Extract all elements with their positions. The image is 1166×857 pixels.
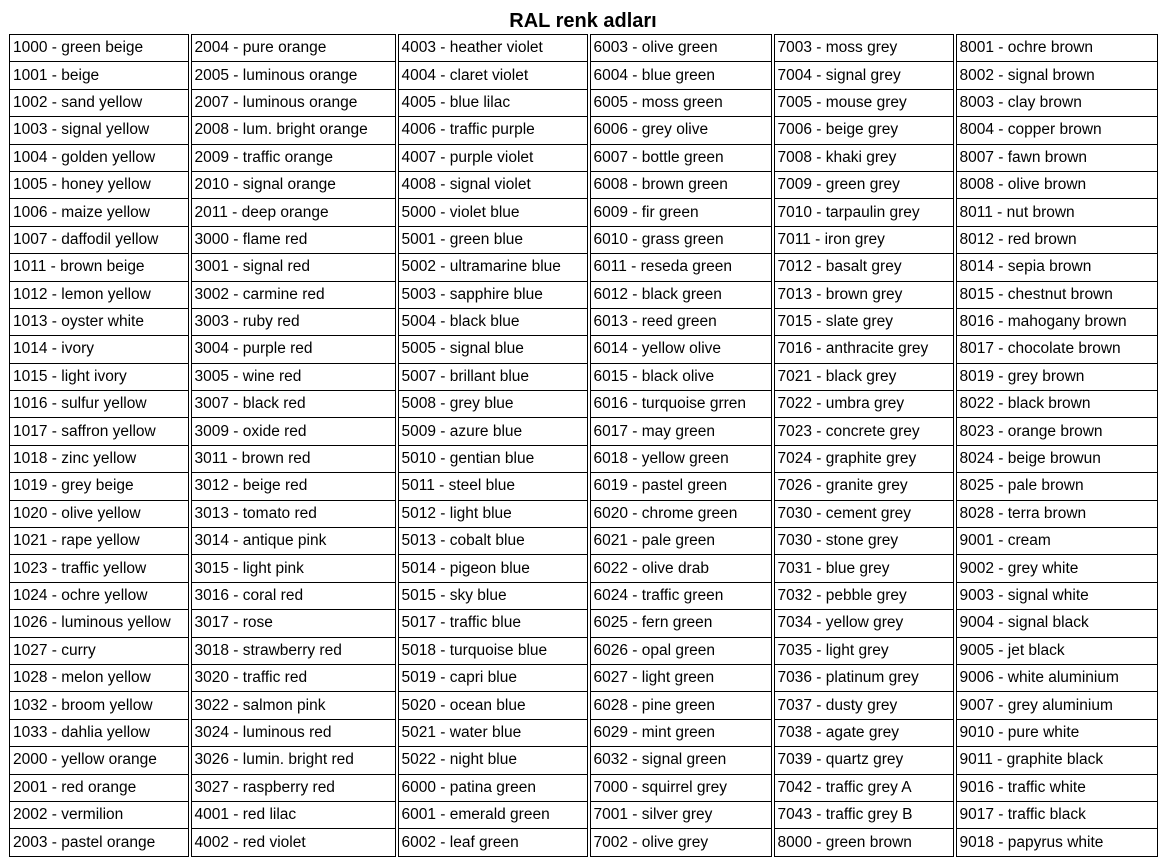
color-entry-cell: 6025 - fern green — [589, 610, 773, 637]
color-entry-cell: 1020 - olive yellow — [10, 500, 190, 527]
color-entry-cell: 3000 - flame red — [190, 226, 397, 253]
color-entry-cell: 1033 - dahlia yellow — [10, 719, 190, 746]
color-entry-cell: 1007 - daffodil yellow — [10, 226, 190, 253]
color-entry-cell: 2011 - deep orange — [190, 199, 397, 226]
color-entry-cell: 3009 - oxide red — [190, 418, 397, 445]
color-entry-cell: 1014 - ivory — [10, 336, 190, 363]
color-entry-cell: 4004 - claret violet — [397, 62, 589, 89]
table-row — [10, 35, 1158, 62]
color-entry-cell: 2002 - vermilion — [10, 801, 190, 828]
ral-color-table — [9, 34, 1158, 857]
color-entry-cell: 6010 - grass green — [589, 226, 773, 253]
color-entry-cell: 7009 - green grey — [773, 171, 955, 198]
table-row — [10, 445, 1158, 472]
color-entry-cell: 1013 - oyster white — [10, 308, 190, 335]
color-entry-cell: 3005 - wine red — [190, 363, 397, 390]
color-entry-cell: 1012 - lemon yellow — [10, 281, 190, 308]
color-entry-cell: 7043 - traffic grey B — [773, 801, 955, 828]
color-entry-cell: 2001 - red orange — [10, 774, 190, 801]
table-row — [10, 418, 1158, 445]
color-entry-cell: 1017 - saffron yellow — [10, 418, 190, 445]
color-entry-cell: 3026 - lumin. bright red — [190, 747, 397, 774]
table-row — [10, 144, 1158, 171]
color-entry-cell: 1004 - golden yellow — [10, 144, 190, 171]
color-entry-cell: 5017 - traffic blue — [397, 610, 589, 637]
color-entry-cell: 1006 - maize yellow — [10, 199, 190, 226]
color-entry-cell: 5002 - ultramarine blue — [397, 254, 589, 281]
color-entry-cell: 7000 - squirrel grey — [589, 774, 773, 801]
color-entry-cell: 7032 - pebble grey — [773, 582, 955, 609]
color-entry-cell: 1005 - honey yellow — [10, 171, 190, 198]
color-entry-cell: 5022 - night blue — [397, 747, 589, 774]
color-entry-cell: 1028 - melon yellow — [10, 664, 190, 691]
color-entry-cell: 6014 - yellow olive — [589, 336, 773, 363]
color-entry-cell: 7004 - signal grey — [773, 62, 955, 89]
color-entry-cell: 7026 - granite grey — [773, 473, 955, 500]
table-row — [10, 89, 1158, 116]
table-row — [10, 582, 1158, 609]
color-entry-cell: 6006 - grey olive — [589, 117, 773, 144]
color-entry-cell: 7013 - brown grey — [773, 281, 955, 308]
table-row — [10, 774, 1158, 801]
color-entry-cell: 1000 - green beige — [10, 35, 190, 62]
color-entry-cell: 6016 - turquoise grren — [589, 391, 773, 418]
color-entry-cell: 4006 - traffic purple — [397, 117, 589, 144]
color-entry-cell: 7037 - dusty grey — [773, 692, 955, 719]
color-entry-cell: 5003 - sapphire blue — [397, 281, 589, 308]
color-entry-cell: 3011 - brown red — [190, 445, 397, 472]
color-entry-cell: 7016 - anthracite grey — [773, 336, 955, 363]
color-entry-cell: 5010 - gentian blue — [397, 445, 589, 472]
color-entry-cell: 7008 - khaki grey — [773, 144, 955, 171]
color-entry-cell: 1011 - brown beige — [10, 254, 190, 281]
color-entry-cell: 1024 - ochre yellow — [10, 582, 190, 609]
color-entry-cell: 5007 - brillant blue — [397, 363, 589, 390]
color-entry-cell: 8007 - fawn brown — [955, 144, 1158, 171]
table-row — [10, 336, 1158, 363]
color-entry-cell: 6028 - pine green — [589, 692, 773, 719]
color-entry-cell: 1001 - beige — [10, 62, 190, 89]
color-entry-cell: 1003 - signal yellow — [10, 117, 190, 144]
color-entry-cell: 7021 - black grey — [773, 363, 955, 390]
color-entry-cell: 5019 - capri blue — [397, 664, 589, 691]
color-entry-cell: 6029 - mint green — [589, 719, 773, 746]
color-entry-cell: 8001 - ochre brown — [955, 35, 1158, 62]
color-entry-cell: 6001 - emerald green — [397, 801, 589, 828]
color-entry-cell: 3004 - purple red — [190, 336, 397, 363]
color-entry-cell: 3015 - light pink — [190, 555, 397, 582]
color-entry-cell: 7002 - olive grey — [589, 829, 773, 856]
color-entry-cell: 8000 - green brown — [773, 829, 955, 856]
color-entry-cell: 2000 - yellow orange — [10, 747, 190, 774]
color-entry-cell: 7030 - cement grey — [773, 500, 955, 527]
color-entry-cell: 6032 - signal green — [589, 747, 773, 774]
table-row — [10, 473, 1158, 500]
table-row — [10, 829, 1158, 856]
color-entry-cell: 7003 - moss grey — [773, 35, 955, 62]
color-entry-cell: 4008 - signal violet — [397, 171, 589, 198]
table-row — [10, 692, 1158, 719]
color-entry-cell: 7023 - concrete grey — [773, 418, 955, 445]
color-entry-cell: 6009 - fir green — [589, 199, 773, 226]
color-entry-cell: 5014 - pigeon blue — [397, 555, 589, 582]
color-entry-cell: 4007 - purple violet — [397, 144, 589, 171]
color-entry-cell: 4005 - blue lilac — [397, 89, 589, 116]
color-entry-cell: 5011 - steel blue — [397, 473, 589, 500]
color-entry-cell: 5018 - turquoise blue — [397, 637, 589, 664]
color-entry-cell: 7039 - quartz grey — [773, 747, 955, 774]
color-entry-cell: 8002 - signal brown — [955, 62, 1158, 89]
color-entry-cell: 1026 - luminous yellow — [10, 610, 190, 637]
color-entry-cell: 8017 - chocolate brown — [955, 336, 1158, 363]
color-entry-cell: 8004 - copper brown — [955, 117, 1158, 144]
color-entry-cell: 1023 - traffic yellow — [10, 555, 190, 582]
color-entry-cell: 8012 - red brown — [955, 226, 1158, 253]
table-row — [10, 199, 1158, 226]
color-entry-cell: 5020 - ocean blue — [397, 692, 589, 719]
color-entry-cell: 8014 - sepia brown — [955, 254, 1158, 281]
table-row — [10, 391, 1158, 418]
table-row — [10, 117, 1158, 144]
table-row — [10, 500, 1158, 527]
color-entry-cell: 1032 - broom yellow — [10, 692, 190, 719]
color-entry-cell: 6008 - brown green — [589, 171, 773, 198]
color-entry-cell: 5001 - green blue — [397, 226, 589, 253]
table-row — [10, 363, 1158, 390]
color-entry-cell: 2005 - luminous orange — [190, 62, 397, 89]
color-entry-cell: 1015 - light ivory — [10, 363, 190, 390]
table-row — [10, 171, 1158, 198]
color-entry-cell: 4001 - red lilac — [190, 801, 397, 828]
color-entry-cell: 3018 - strawberry red — [190, 637, 397, 664]
color-entry-cell: 9010 - pure white — [955, 719, 1158, 746]
table-row — [10, 801, 1158, 828]
table-row — [10, 226, 1158, 253]
color-entry-cell: 9003 - signal white — [955, 582, 1158, 609]
color-entry-cell: 9016 - traffic white — [955, 774, 1158, 801]
table-row — [10, 281, 1158, 308]
color-entry-cell: 1002 - sand yellow — [10, 89, 190, 116]
color-entry-cell: 3012 - beige red — [190, 473, 397, 500]
color-entry-cell: 5009 - azure blue — [397, 418, 589, 445]
color-entry-cell: 6000 - patina green — [397, 774, 589, 801]
color-entry-cell: 3014 - antique pink — [190, 528, 397, 555]
color-entry-cell: 6021 - pale green — [589, 528, 773, 555]
table-row — [10, 254, 1158, 281]
color-entry-cell: 8016 - mahogany brown — [955, 308, 1158, 335]
color-entry-cell: 7034 - yellow grey — [773, 610, 955, 637]
color-entry-cell: 2007 - luminous orange — [190, 89, 397, 116]
color-entry-cell: 7015 - slate grey — [773, 308, 955, 335]
color-entry-cell: 6002 - leaf green — [397, 829, 589, 856]
color-entry-cell: 5008 - grey blue — [397, 391, 589, 418]
color-entry-cell: 5021 - water blue — [397, 719, 589, 746]
color-entry-cell: 5012 - light blue — [397, 500, 589, 527]
color-entry-cell: 8025 - pale brown — [955, 473, 1158, 500]
table-row — [10, 528, 1158, 555]
color-entry-cell: 6015 - black olive — [589, 363, 773, 390]
color-entry-cell: 7005 - mouse grey — [773, 89, 955, 116]
color-entry-cell: 8015 - chestnut brown — [955, 281, 1158, 308]
color-entry-cell: 8019 - grey brown — [955, 363, 1158, 390]
color-entry-cell: 6012 - black green — [589, 281, 773, 308]
color-entry-cell: 2003 - pastel orange — [10, 829, 190, 856]
color-entry-cell: 6022 - olive drab — [589, 555, 773, 582]
color-entry-cell: 5000 - violet blue — [397, 199, 589, 226]
color-entry-cell: 7030 - stone grey — [773, 528, 955, 555]
table-row — [10, 637, 1158, 664]
color-entry-cell: 9017 - traffic black — [955, 801, 1158, 828]
table-row — [10, 719, 1158, 746]
color-entry-cell: 9005 - jet black — [955, 637, 1158, 664]
page-title: RAL renk adları — [509, 10, 657, 32]
color-entry-cell: 6020 - chrome green — [589, 500, 773, 527]
color-entry-cell: 8024 - beige browun — [955, 445, 1158, 472]
color-entry-cell: 3001 - signal red — [190, 254, 397, 281]
color-entry-cell: 7006 - beige grey — [773, 117, 955, 144]
color-entry-cell: 3016 - coral red — [190, 582, 397, 609]
color-entry-cell: 6024 - traffic green — [589, 582, 773, 609]
color-entry-cell: 7022 - umbra grey — [773, 391, 955, 418]
color-entry-cell: 9006 - white aluminium — [955, 664, 1158, 691]
color-entry-cell: 2010 - signal orange — [190, 171, 397, 198]
color-entry-cell: 1027 - curry — [10, 637, 190, 664]
color-entry-cell: 5004 - black blue — [397, 308, 589, 335]
color-entry-cell: 3024 - luminous red — [190, 719, 397, 746]
color-entry-cell: 5005 - signal blue — [397, 336, 589, 363]
color-entry-cell: 6003 - olive green — [589, 35, 773, 62]
table-row — [10, 308, 1158, 335]
color-entry-cell: 7001 - silver grey — [589, 801, 773, 828]
table-row — [10, 555, 1158, 582]
color-entry-cell: 7035 - light grey — [773, 637, 955, 664]
color-entry-cell: 2009 - traffic orange — [190, 144, 397, 171]
color-entry-cell: 4003 - heather violet — [397, 35, 589, 62]
color-entry-cell: 6026 - opal green — [589, 637, 773, 664]
color-entry-cell: 1016 - sulfur yellow — [10, 391, 190, 418]
color-entry-cell: 1019 - grey beige — [10, 473, 190, 500]
color-entry-cell: 8011 - nut brown — [955, 199, 1158, 226]
color-entry-cell: 9018 - papyrus white — [955, 829, 1158, 856]
color-entry-cell: 6007 - bottle green — [589, 144, 773, 171]
color-entry-cell: 6017 - may green — [589, 418, 773, 445]
color-entry-cell: 8028 - terra brown — [955, 500, 1158, 527]
table-row — [10, 664, 1158, 691]
color-entry-cell: 6019 - pastel green — [589, 473, 773, 500]
table-row — [10, 610, 1158, 637]
color-entry-cell: 3002 - carmine red — [190, 281, 397, 308]
color-entry-cell: 1018 - zinc yellow — [10, 445, 190, 472]
color-entry-cell: 6018 - yellow green — [589, 445, 773, 472]
color-entry-cell: 9002 - grey white — [955, 555, 1158, 582]
color-entry-cell: 7036 - platinum grey — [773, 664, 955, 691]
color-entry-cell: 6013 - reed green — [589, 308, 773, 335]
color-entry-cell: 8003 - clay brown — [955, 89, 1158, 116]
color-entry-cell: 6027 - light green — [589, 664, 773, 691]
color-entry-cell: 3027 - raspberry red — [190, 774, 397, 801]
color-entry-cell: 6004 - blue green — [589, 62, 773, 89]
color-entry-cell: 3020 - traffic red — [190, 664, 397, 691]
color-entry-cell: 7012 - basalt grey — [773, 254, 955, 281]
color-entry-cell: 8023 - orange brown — [955, 418, 1158, 445]
color-entry-cell: 9007 - grey aluminium — [955, 692, 1158, 719]
color-entry-cell: 7011 - iron grey — [773, 226, 955, 253]
color-entry-cell: 6011 - reseda green — [589, 254, 773, 281]
color-entry-cell: 3017 - rose — [190, 610, 397, 637]
color-entry-cell: 9001 - cream — [955, 528, 1158, 555]
color-entry-cell: 2004 - pure orange — [190, 35, 397, 62]
table-row — [10, 62, 1158, 89]
color-entry-cell: 8008 - olive brown — [955, 171, 1158, 198]
color-entry-cell: 7042 - traffic grey A — [773, 774, 955, 801]
table-row — [10, 747, 1158, 774]
color-entry-cell: 4002 - red violet — [190, 829, 397, 856]
color-entry-cell: 6005 - moss green — [589, 89, 773, 116]
color-entry-cell: 8022 - black brown — [955, 391, 1158, 418]
color-entry-cell: 5015 - sky blue — [397, 582, 589, 609]
color-entry-cell: 3007 - black red — [190, 391, 397, 418]
color-entry-cell: 5013 - cobalt blue — [397, 528, 589, 555]
color-entry-cell: 2008 - lum. bright orange — [190, 117, 397, 144]
color-entry-cell: 3022 - salmon pink — [190, 692, 397, 719]
color-entry-cell: 3013 - tomato red — [190, 500, 397, 527]
color-entry-cell: 7031 - blue grey — [773, 555, 955, 582]
color-entry-cell: 3003 - ruby red — [190, 308, 397, 335]
color-entry-cell: 9004 - signal black — [955, 610, 1158, 637]
color-entry-cell: 7010 - tarpaulin grey — [773, 199, 955, 226]
color-entry-cell: 9011 - graphite black — [955, 747, 1158, 774]
color-entry-cell: 1021 - rape yellow — [10, 528, 190, 555]
color-entry-cell: 7024 - graphite grey — [773, 445, 955, 472]
color-entry-cell: 7038 - agate grey — [773, 719, 955, 746]
